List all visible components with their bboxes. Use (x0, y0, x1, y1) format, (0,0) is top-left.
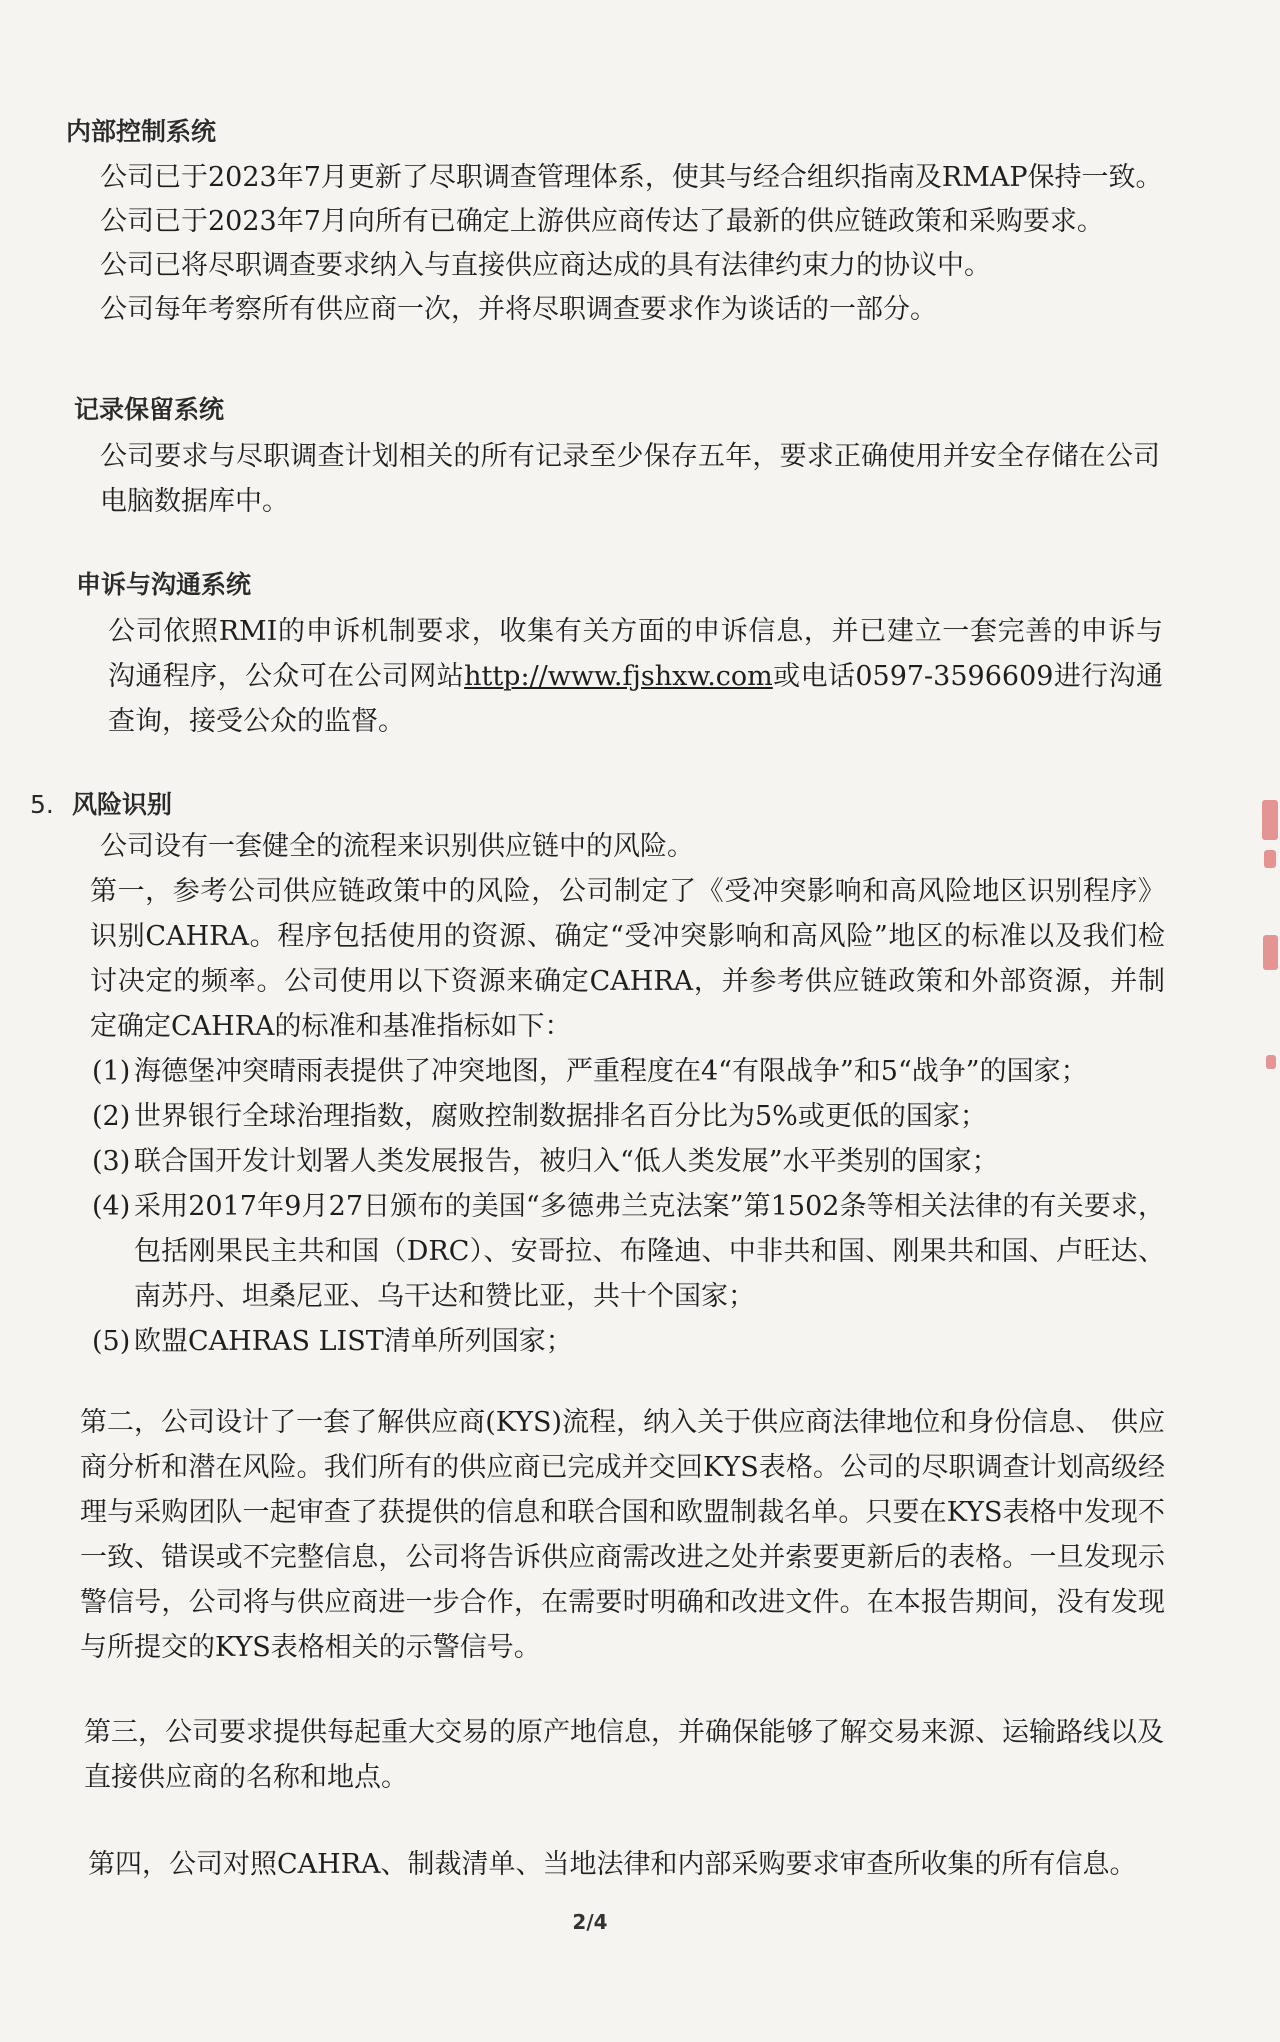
grievance-text (108, 609, 1163, 744)
risk-heading-text: 风险识别 (72, 790, 173, 819)
stamp-fragment (1263, 935, 1278, 970)
stamp-fragment (1266, 1055, 1276, 1069)
internal-control-lines (100, 156, 1280, 332)
record-keeping-heading: 记录保留系统 (74, 395, 225, 424)
stamp-fragment (1262, 800, 1278, 840)
list-item (92, 1319, 1165, 1364)
list-item-number: (4) (92, 1191, 131, 1222)
risk-first: 第一，参考公司供应链政策中的风险，公司制定了《受冲突影响和高风险地区识别程序》识别CAHRA。程序包括使用的资源、确定“受冲突影响和高风险”地区的标准以及我们检讨决定的频率。公司使用以下资源来确定CAHRA，并参考供应链政策和外部资源，并制定确定CAHRA的标准和基准指标如下： (90, 876, 1165, 1042)
list-item-number: (1) (92, 1056, 131, 1087)
risk-fourth: 第四，公司对照CAHRA、制裁清单、当地法律和内部采购要求审查所收集的所有信息。 (88, 1849, 1137, 1880)
website-link[interactable]: http://www.fjshxw.com (464, 661, 773, 692)
grievance-text-before: 公司依照RMI的申诉机制要求，收集有关方面的申诉信息，并已建立一套完善的申诉与沟通程序，公众可在公司网站 (108, 616, 1163, 692)
list-item-text: 海德堡冲突晴雨表提供了冲突地图，严重程度在4“有限战争”和5“战争”的国家； (134, 1056, 1088, 1087)
grievance-text-after: 或电话0597-3596609进行沟通查询，接受公众的监督。 (108, 661, 1163, 737)
list-item (92, 1184, 1165, 1319)
grievance-heading: 申诉与沟通系统 (76, 570, 252, 599)
list-item-number: (5) (92, 1326, 131, 1357)
page-number: 2/4 (572, 1910, 608, 1934)
stamp-fragment (1264, 850, 1276, 868)
internal-control-heading: 内部控制系统 (66, 117, 217, 146)
list-item-number: (2) (92, 1101, 131, 1132)
list-item (92, 1139, 1165, 1184)
list-item-number: (3) (92, 1146, 131, 1177)
internal-control-line: 公司每年考察所有供应商一次，并将尽职调查要求作为谈话的一部分。 (100, 294, 937, 325)
internal-control-line: 公司已于2023年7月向所有已确定上游供应商传达了最新的供应链政策和采购要求。 (100, 206, 1104, 237)
list-item-text: 联合国开发计划署人类发展报告，被归入“低人类发展”水平类别的国家； (134, 1146, 999, 1177)
record-keeping-section (0, 390, 1280, 524)
list-item-text: 采用2017年9月27日颁布的美国“多德弗兰克法案”第1502条等相关法律的有关要求，包括刚果民主共和国（DRC）、安哥拉、布隆迪、中非共和国、刚果共和国、卢旺达、南苏丹、坦桑尼亚、乌干达和赞比亚，共十个国家； (134, 1191, 1165, 1312)
risk-third: 第三，公司要求提供每起重大交易的原产地信息，并确保能够了解交易来源、运输路线以及直接供应商的名称和地点。 (84, 1717, 1164, 1793)
record-keeping-text: 公司要求与尽职调查计划相关的所有记录至少保存五年，要求正确使用并安全存储在公司电脑数据库中。 (100, 441, 1160, 517)
internal-control-line: 公司已于2023年7月更新了尽职调查管理体系，使其与经合组织指南及RMAP保持一致。 (100, 162, 1163, 193)
list-item-text: 世界银行全球治理指数，腐败控制数据排名百分比为5%或更低的国家； (134, 1101, 987, 1132)
risk-section (0, 785, 1280, 1364)
internal-control-section (0, 112, 1280, 332)
list-item (92, 1094, 1165, 1139)
internal-control-line: 公司已将尽职调查要求纳入与直接供应商达成的具有法律约束力的协议中。 (100, 250, 991, 281)
risk-heading (30, 785, 1280, 821)
risk-criteria-list (92, 1049, 1165, 1364)
risk-second: 第二，公司设计了一套了解供应商(KYS)流程，纳入关于供应商法律地位和身份信息、 供应商分析和潜在风险。我们所有的供应商已完成并交回KYS表格。公司的尽职调查计划高级经理与采购团队一起审查了获提供的信息和联合国和欧盟制裁名单。只要在KYS表格中发现不一致、错误或不完整信息，公司将告诉供应商需改进之处并索要更新后的表格。一旦发现示警信号，公司将与供应商进一步合作，在需要时明确和改进文件。在本报告期间，没有发现与所提交的KYS表格相关的示警信号。 (80, 1407, 1165, 1663)
risk-number: 5. (30, 790, 54, 819)
list-item (92, 1049, 1165, 1094)
list-item-text: 欧盟CAHRAS LIST清单所列国家； (134, 1326, 573, 1357)
risk-intro: 公司设有一套健全的流程来识别供应链中的风险。 (100, 831, 694, 862)
grievance-section (0, 565, 1280, 744)
